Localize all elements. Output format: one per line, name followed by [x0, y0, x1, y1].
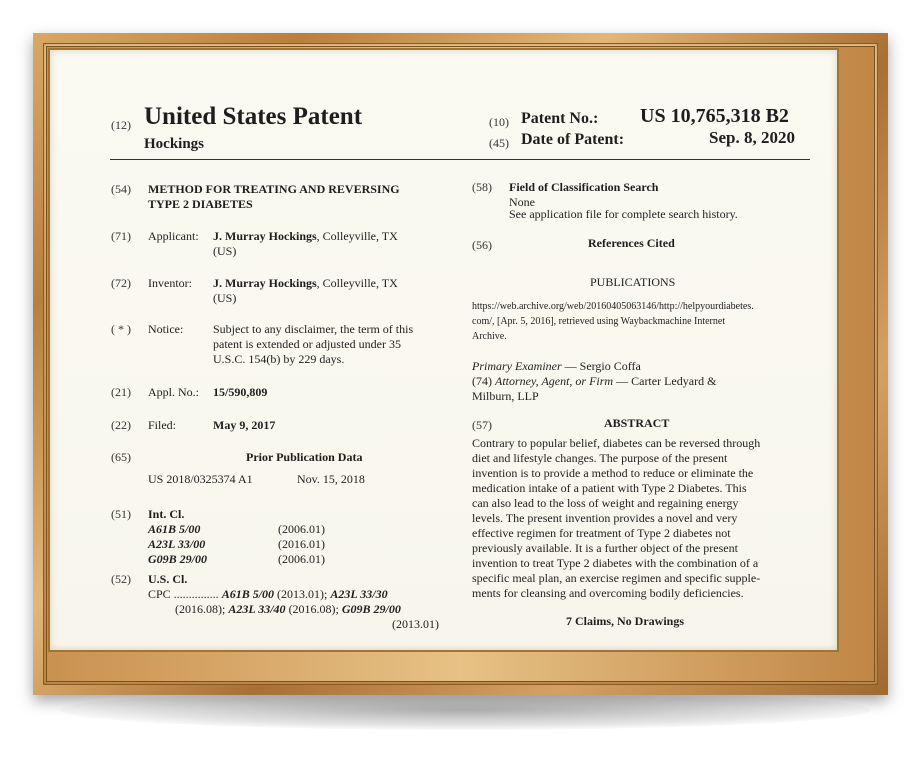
int-cl-year: (2016.01): [278, 537, 325, 551]
abstract-line: ments for cleansing and overcoming bodily deficiencies.: [472, 586, 744, 600]
field-search-heading: Field of Classification Search: [509, 180, 659, 194]
cpc-line2: [175, 602, 401, 617]
code-54: (54): [111, 182, 131, 196]
int-cl-code: G09B 29/00: [148, 552, 208, 566]
prior-publication-number: US 2018/0325374 A1: [148, 472, 253, 486]
int-cl-code: A61B 5/00: [148, 522, 201, 536]
applicant-location: , Colleyville, TX: [316, 229, 398, 243]
appl-no-label: Appl. No.:: [148, 385, 199, 399]
primary-examiner: [472, 359, 641, 374]
examiner-name: — Sergio Coffa: [561, 359, 641, 373]
attorney-name: — Carter Ledyard &: [613, 374, 717, 388]
cpc-label: CPC ...............: [148, 587, 219, 601]
attorney-name-cont: Milburn, LLP: [472, 389, 539, 403]
patent-number: US 10,765,318 B2: [640, 105, 789, 127]
field-search-note: See application file for complete search history.: [509, 207, 738, 221]
filed-date: May 9, 2017: [213, 418, 276, 432]
cpc-year: (2013.01): [392, 617, 439, 631]
int-cl-code: A23L 33/00: [148, 537, 206, 551]
patent-title: United States Patent: [144, 103, 363, 130]
attorney: [472, 374, 716, 389]
patent-no-label: Patent No.:: [521, 110, 599, 127]
abstract-line: Contrary to popular belief, diabetes can be reversed through: [472, 436, 761, 450]
code-57: (57): [472, 418, 492, 432]
cpc-year: (2013.01);: [274, 587, 331, 601]
filed-label: Filed:: [148, 418, 177, 432]
publication-line3: Archive.: [472, 331, 507, 342]
abstract-line: can also lead to the loss of weight and regaining energy: [472, 496, 739, 510]
code-51: (51): [111, 507, 131, 521]
notice-line2: patent is extended or adjusted under 35: [213, 337, 401, 351]
int-cl-year: (2006.01): [278, 552, 325, 566]
field-search-none: None: [509, 195, 535, 209]
inventor-location: , Colleyville, TX: [316, 276, 398, 290]
applicant-value: [213, 229, 398, 244]
attorney-label: Attorney, Agent, or Firm: [495, 374, 614, 388]
abstract-heading: ABSTRACT: [604, 416, 670, 430]
cpc-code: A61B 5/00: [221, 587, 275, 601]
code-52: (52): [111, 572, 131, 586]
code-21: (21): [111, 385, 131, 399]
int-cl-year: (2006.01): [278, 522, 325, 536]
cpc-line1: [148, 587, 388, 602]
frame-shadow: [60, 690, 870, 730]
cpc-code: G09B 29/00: [341, 602, 401, 616]
code-58: (58): [472, 180, 492, 194]
code-notice: ( * ): [111, 322, 131, 336]
prior-publication-date: Nov. 15, 2018: [297, 472, 365, 486]
prior-publication-heading: Prior Publication Data: [246, 450, 363, 464]
invention-title-line1: METHOD FOR TREATING AND REVERSING: [148, 182, 400, 196]
inventor-label: Inventor:: [148, 276, 192, 290]
code-72: (72): [111, 276, 131, 290]
notice-label: Notice:: [148, 322, 184, 336]
notice-line3: U.S.C. 154(b) by 229 days.: [213, 352, 345, 366]
code-71: (71): [111, 229, 131, 243]
code-10: (10): [489, 115, 509, 129]
abstract-line: levels. The present invention provides a novel and very: [472, 511, 738, 525]
cpc-year: (2016.08);: [175, 602, 229, 616]
publications-heading: PUBLICATIONS: [590, 275, 676, 289]
cpc-code: A23L 33/40: [228, 602, 286, 616]
appl-no: 15/590,809: [213, 385, 268, 399]
code-56: (56): [472, 238, 492, 252]
code-65: (65): [111, 450, 131, 464]
date-of-patent: Sep. 8, 2020: [709, 128, 795, 147]
abstract-line: effective regimen for treatment of Type 2 diabetes not: [472, 526, 731, 540]
publication-line1: https://web.archive.org/web/20160405063146/http://helpyourdiabetes.: [472, 301, 754, 312]
inventor-name: J. Murray Hockings: [213, 276, 317, 290]
notice-line1: Subject to any disclaimer, the term of this: [213, 322, 414, 336]
abstract-line: invention to treat Type 2 diabetes with the combination of a: [472, 556, 759, 570]
abstract-line: diet and lifestyle changes. The purpose of the present: [472, 451, 728, 465]
applicant-name: J. Murray Hockings: [213, 229, 317, 243]
code-22: (22): [111, 418, 131, 432]
code-74: (74): [472, 374, 492, 388]
inventor-surname: Hockings: [144, 136, 205, 152]
inventor-country: (US): [213, 291, 237, 305]
abstract-line: medication intake of a patient with Type 2 Diabetes. This: [472, 481, 747, 495]
invention-title-line2: TYPE 2 DIABETES: [148, 197, 253, 211]
date-of-patent-label: Date of Patent:: [521, 131, 625, 148]
abstract-line: previously available. It is a further object of the present: [472, 541, 738, 555]
references-cited-heading: References Cited: [588, 236, 675, 250]
us-cl-heading: U.S. Cl.: [148, 572, 188, 586]
abstract-line: invention is to provide a method to reduce or eliminate the: [472, 466, 754, 480]
header-rule: [110, 159, 810, 160]
code-12: (12): [111, 118, 131, 132]
int-cl-heading: Int. Cl.: [148, 507, 185, 521]
examiner-label: Primary Examiner: [472, 359, 562, 373]
applicant-label: Applicant:: [148, 229, 199, 243]
publication-line2: com/, [Apr. 5, 2016], retrieved using Waybackmachine Internet: [472, 316, 726, 327]
code-45: (45): [489, 136, 509, 150]
abstract-line: specific meal plan, an exercise regimen and specific supple-: [472, 571, 761, 585]
applicant-country: (US): [213, 244, 237, 258]
cpc-year: (2016.08);: [285, 602, 342, 616]
cpc-code: A23L 33/30: [330, 587, 388, 601]
inventor-value: [213, 276, 398, 291]
claims-summary: 7 Claims, No Drawings: [566, 614, 685, 628]
